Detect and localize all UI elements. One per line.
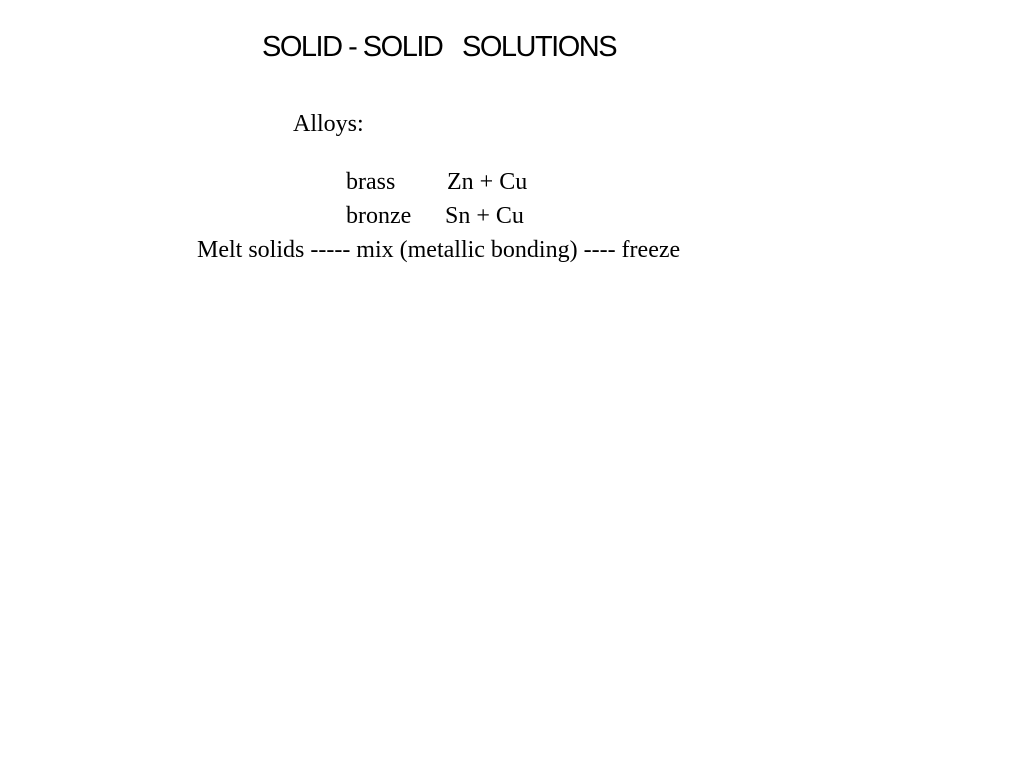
alloy-formula: Sn + Cu <box>445 203 524 229</box>
slide-title: SOLID - SOLID SOLUTIONS <box>262 31 617 63</box>
alloy-name: brass <box>346 169 396 195</box>
alloys-heading: Alloys: <box>293 111 364 137</box>
process-description: Melt solids ----- mix (metallic bonding) ---- freeze <box>197 237 681 263</box>
alloy-formula: Zn + Cu <box>447 169 528 195</box>
alloy-name: bronze <box>346 203 412 229</box>
